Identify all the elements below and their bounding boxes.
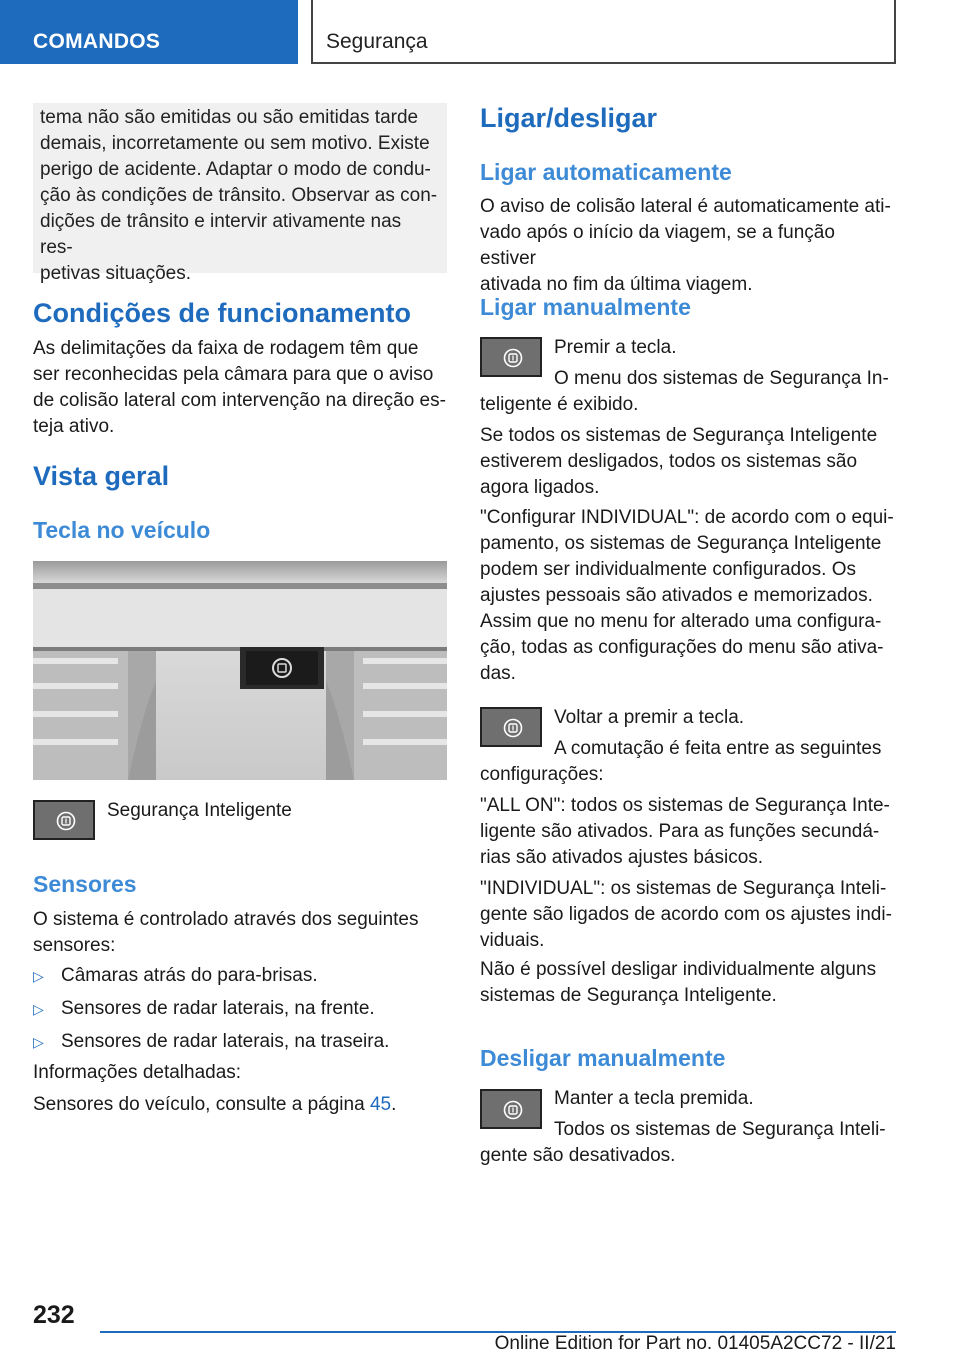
- safety-button-icon: [503, 718, 523, 738]
- deactivated-text-line: Todos os sistemas de Segurança Inteli-: [554, 1119, 886, 1140]
- all-off-text: [480, 423, 896, 501]
- text-line: Assim que no menu for alterado uma configura-: [480, 611, 882, 632]
- warning-line: petivas situações.: [40, 263, 192, 284]
- individual-text: [480, 505, 896, 687]
- bullet-triangle-icon: ▷: [33, 968, 44, 984]
- text-line: teja ativo.: [33, 416, 115, 437]
- hold-key-text: Manter a tecla premida.: [554, 1088, 754, 1109]
- details-label: Informações detalhadas:: [33, 1062, 242, 1083]
- auto-text: [480, 194, 896, 298]
- text-line: "Configurar INDIVIDUAL": de acordo com o equi-: [480, 507, 894, 528]
- conditions-heading: Condições de funcionamento: [33, 298, 412, 328]
- switch-text-line: A comutação é feita entre as seguintes: [554, 738, 882, 759]
- button-heading: Tecla no veículo: [33, 517, 211, 543]
- warning-line: perigo de acidente. Adaptar o modo de condu-: [40, 159, 431, 180]
- details-reference: [33, 1092, 396, 1118]
- bullet-triangle-icon: ▷: [33, 1034, 44, 1050]
- safety-button-icon: [503, 1100, 523, 1120]
- key-label: Segurança Inteligente: [107, 800, 292, 821]
- text-line: agora ligados.: [480, 477, 600, 498]
- press-key-text: Premir a tecla.: [554, 337, 677, 358]
- dashboard-illustration: [33, 561, 447, 780]
- not-possible-text: [480, 957, 896, 1009]
- text-line: ção, todas as configurações do menu são ativa-: [480, 637, 884, 658]
- text-line: estiverem desligados, todos os sistemas são: [480, 451, 858, 472]
- all-on-text: [480, 793, 896, 871]
- text-line: ajustes pessoais são ativados e memorizados.: [480, 585, 873, 606]
- reference-text: Sensores do veículo, consulte a página: [33, 1094, 370, 1115]
- safety-button-icon: [56, 811, 76, 831]
- text-line: podem ser individualmente configurados. Os: [480, 559, 856, 580]
- page-link[interactable]: 45: [369, 1094, 392, 1115]
- key-icon: [33, 800, 95, 840]
- text-line: das.: [480, 663, 516, 684]
- switch-text-line: configurações:: [480, 764, 604, 785]
- text-line: "ALL ON": todos os sistemas de Segurança Inte-: [480, 795, 890, 816]
- bullet-text: Sensores de radar laterais, na traseira.: [61, 1031, 390, 1052]
- conditions-text: [33, 336, 447, 440]
- text-line: sistemas de Segurança Inteligente.: [480, 985, 777, 1006]
- onoff-heading: Ligar/desligar: [480, 103, 658, 133]
- sensors-text: [33, 907, 447, 959]
- text-line: sensores:: [33, 935, 116, 956]
- manual-off-heading: Desligar manualmente: [480, 1045, 726, 1071]
- chapter-tab: COMANDOS: [0, 0, 298, 64]
- text-line: Não é possível desligar individualmente alguns: [480, 959, 877, 980]
- press-again-text: Voltar a premir a tecla.: [554, 707, 745, 728]
- overview-heading: Vista geral: [33, 461, 170, 491]
- safety-button-icon: [503, 348, 523, 368]
- text-line: ligente são ativados. Para as funções secundá-: [480, 821, 880, 842]
- reference-end: .: [391, 1094, 397, 1115]
- manual-on-heading: Ligar manualmente: [480, 294, 691, 320]
- bullet-triangle-icon: ▷: [33, 1001, 44, 1017]
- text-line: gente são ligados de acordo com os ajustes indi-: [480, 904, 892, 925]
- text-line: "INDIVIDUAL": os sistemas de Segurança Inteli-: [480, 878, 887, 899]
- deactivated-text-line: gente são desativados.: [480, 1145, 676, 1166]
- text-line: pamento, os sistemas de Segurança Inteligente: [480, 533, 882, 554]
- section-title: Segurança: [311, 0, 896, 64]
- text-line: ativada no fim da última viagem.: [480, 274, 753, 295]
- text-line: Se todos os sistemas de Segurança Inteligente: [480, 425, 878, 446]
- text-line: O sistema é controlado através dos seguintes: [33, 909, 419, 930]
- text-line: ser reconhecidas pela câmara para que o aviso: [33, 364, 434, 385]
- warning-line: dições de trânsito e intervir ativamente nas res-: [40, 211, 402, 258]
- warning-line: tema não são emitidas ou são emitidas tarde: [40, 107, 419, 128]
- page-number: 232: [33, 1301, 75, 1329]
- text-line: rias são ativados ajustes básicos.: [480, 847, 764, 868]
- text-line: viduais.: [480, 930, 545, 951]
- key-icon: [480, 707, 542, 747]
- menu-text-line: O menu dos sistemas de Segurança In-: [554, 368, 889, 389]
- text-line: O aviso de colisão lateral é automaticamente ati-: [480, 196, 891, 217]
- text-line: vado após o início da viagem, se a função estiver: [480, 222, 835, 269]
- bullet-text: Câmaras atrás do para-brisas.: [61, 965, 318, 986]
- text-line: As delimitações da faixa de rodagem têm que: [33, 338, 419, 359]
- sensors-heading: Sensores: [33, 871, 137, 897]
- key-icon: [480, 337, 542, 377]
- bullet-text: Sensores de radar laterais, na frente.: [61, 998, 375, 1019]
- edition-text: Online Edition for Part no. 01405A2CC72 - II/21: [494, 1333, 896, 1354]
- auto-heading: Ligar automaticamente: [480, 159, 732, 185]
- text-line: de colisão lateral com intervenção na direção es-: [33, 390, 446, 411]
- menu-text-line: teligente é exibido.: [480, 394, 639, 415]
- indiv-text: [480, 876, 896, 954]
- dashboard-photo: [33, 561, 447, 780]
- key-icon: [480, 1089, 542, 1129]
- warning-line: demais, incorretamente ou sem motivo. Existe: [40, 133, 430, 154]
- warning-box: [33, 103, 447, 284]
- warning-line: ção às condições de trânsito. Observar as con-: [40, 185, 438, 206]
